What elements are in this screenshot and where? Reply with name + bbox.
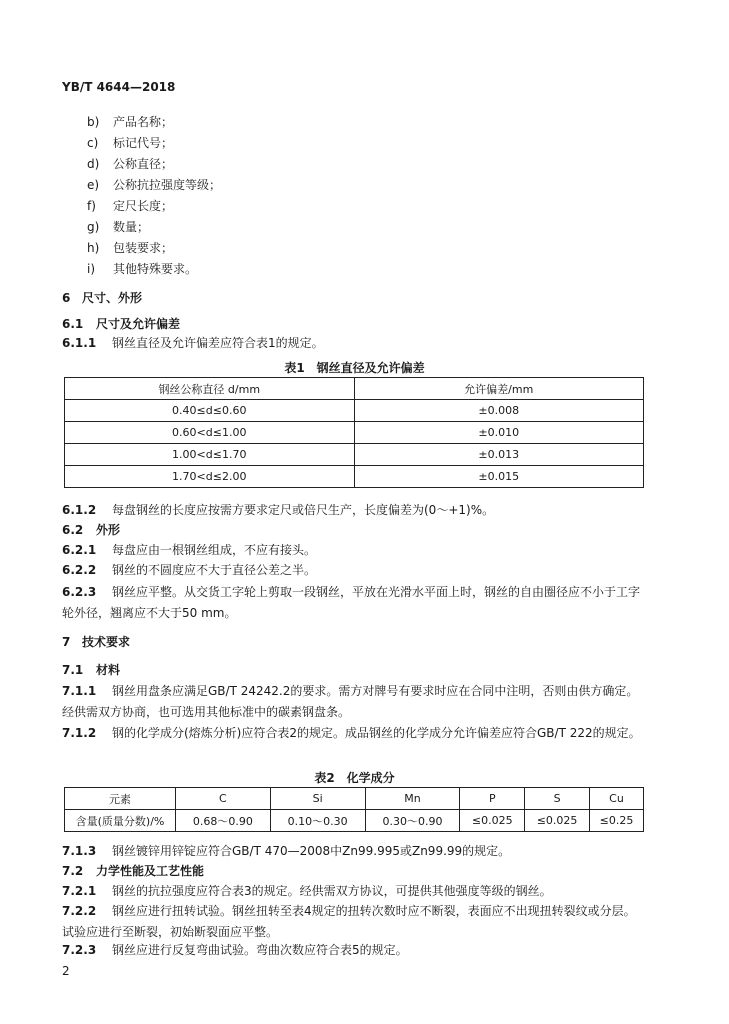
table-cell: ≤0.25 xyxy=(590,810,644,832)
table-cell: ±0.015 xyxy=(354,466,644,488)
table-row xyxy=(65,400,644,422)
table-cell: ±0.008 xyxy=(354,400,644,422)
table-row xyxy=(65,444,644,466)
table-cell: 0.10～0.30 xyxy=(270,810,365,832)
list-mark: d) xyxy=(87,157,100,171)
clause-6-2-2: 6.2.2 钢丝的不圆度应不大于直径公差之半。 xyxy=(62,563,317,577)
table-row xyxy=(65,810,644,832)
table-header-row xyxy=(65,378,644,400)
table1-caption: 表1 钢丝直径及允许偏差 xyxy=(284,361,425,375)
table-row xyxy=(65,422,644,444)
clause-6-2-3: 6.2.3 钢丝应平整。从交货工字轮上剪取一段钢丝，平放在光滑水平面上时，钢丝的自由圈径应不小于工字轮外径，翘离应不大于50 mm。 xyxy=(62,585,641,620)
list-text: 公称抗拉强度等级； xyxy=(113,178,222,192)
table-chemical-composition xyxy=(64,787,644,832)
table-cell: 1.00<d≤1.70 xyxy=(65,444,355,466)
table-cell: ±0.013 xyxy=(354,444,644,466)
table-cell: 1.70<d≤2.00 xyxy=(65,466,355,488)
list-item xyxy=(87,218,149,235)
column-header: Si xyxy=(270,788,365,810)
section-7-1-heading: 7.1 材料 xyxy=(62,663,121,677)
list-text: 定尺长度； xyxy=(113,199,174,213)
section-6-2-heading: 6.2 外形 xyxy=(62,523,121,537)
list-item xyxy=(87,113,173,130)
list-text: 标记代号； xyxy=(113,136,174,150)
column-header: 元素 xyxy=(65,788,176,810)
list-text: 数量； xyxy=(113,220,150,234)
table-cell: ±0.010 xyxy=(354,422,644,444)
list-text: 公称直径； xyxy=(113,157,174,171)
list-text: 其他特殊要求。 xyxy=(113,262,198,276)
list-mark: e) xyxy=(87,178,100,192)
section-6-1-heading: 6.1 尺寸及允许偏差 xyxy=(62,317,181,331)
section-7-heading: 7 技术要求 xyxy=(62,635,131,649)
clause-7-2-2: 7.2.2 钢丝应进行扭转试验。钢丝扭转至表4规定的扭转次数时应不断裂，表面应不出现扭转裂纹或分层。试验应进行至断裂，初始断裂面应平整。 xyxy=(62,904,636,939)
clause-6-2-1: 6.2.1 每盘应由一根钢丝组成，不应有接头。 xyxy=(62,543,317,557)
table-cell: 0.30～0.90 xyxy=(365,810,460,832)
table-diameter-tolerance xyxy=(64,377,644,488)
list-item xyxy=(87,197,173,214)
list-text: 产品名称； xyxy=(113,115,174,129)
table2-caption: 表2 化学成分 xyxy=(314,771,395,785)
column-header: P xyxy=(460,788,525,810)
list-mark: i) xyxy=(87,262,96,276)
list-item xyxy=(87,155,173,172)
table-cell: 0.40≤d≤0.60 xyxy=(65,400,355,422)
section-6-heading: 6 尺寸、外形 xyxy=(62,291,143,305)
table-cell: 0.68～0.90 xyxy=(176,810,271,832)
clause-6-1-2: 6.1.2 每盘钢丝的长度应按需方要求定尺或倍尺生产，长度偏差为(0～+1)%。 xyxy=(62,503,495,517)
list-mark: h) xyxy=(87,241,100,255)
table-cell: 0.60<d≤1.00 xyxy=(65,422,355,444)
table-cell: 含量(质量分数)/% xyxy=(65,810,176,832)
clause-7-1-2: 7.1.2 钢的化学成分(熔炼分析)应符合表2的规定。成品钢丝的化学成分允许偏差应符合GB/T 222的规定。 xyxy=(62,726,641,740)
table-header-row xyxy=(65,788,644,810)
standard-code-header: YB/T 4644—2018 xyxy=(62,80,176,94)
column-header: C xyxy=(176,788,271,810)
table-cell: ≤0.025 xyxy=(525,810,590,832)
list-mark: c) xyxy=(87,136,99,150)
column-header: S xyxy=(525,788,590,810)
list-item xyxy=(87,176,221,193)
list-mark: f) xyxy=(87,199,96,213)
page-number: 2 xyxy=(62,964,70,978)
list-item xyxy=(87,134,173,151)
clause-7-1-1: 7.1.1 钢丝用盘条应满足GB/T 24242.2的要求。需方对牌号有要求时应在合同中注明，否则由供方确定。经供需双方协商，也可选用其他标准中的碳素钢盘条。 xyxy=(62,684,639,719)
clause-7-1-3: 7.1.3 钢丝镀锌用锌锭应符合GB/T 470—2008中Zn99.995或Zn99.99的规定。 xyxy=(62,844,511,858)
section-7-2-heading: 7.2 力学性能及工艺性能 xyxy=(62,864,205,878)
list-mark: g) xyxy=(87,220,100,234)
list-mark: b) xyxy=(87,115,100,129)
clause-7-2-3: 7.2.3 钢丝应进行反复弯曲试验。弯曲次数应符合表5的规定。 xyxy=(62,943,408,957)
list-text: 包装要求； xyxy=(113,241,174,255)
column-header: Mn xyxy=(365,788,460,810)
clause-6-1-1: 6.1.1 钢丝直径及允许偏差应符合表1的规定。 xyxy=(62,336,324,350)
list-item xyxy=(87,260,197,277)
column-header: Cu xyxy=(590,788,644,810)
table-cell: ≤0.025 xyxy=(460,810,525,832)
clause-7-2-1: 7.2.1 钢丝的抗拉强度应符合表3的规定。经供需双方协议，可提供其他强度等级的钢丝。 xyxy=(62,884,552,898)
column-header: 允许偏差/mm xyxy=(354,378,644,400)
table-row xyxy=(65,466,644,488)
column-header: 钢丝公称直径 d/mm xyxy=(65,378,355,400)
list-item xyxy=(87,239,173,256)
